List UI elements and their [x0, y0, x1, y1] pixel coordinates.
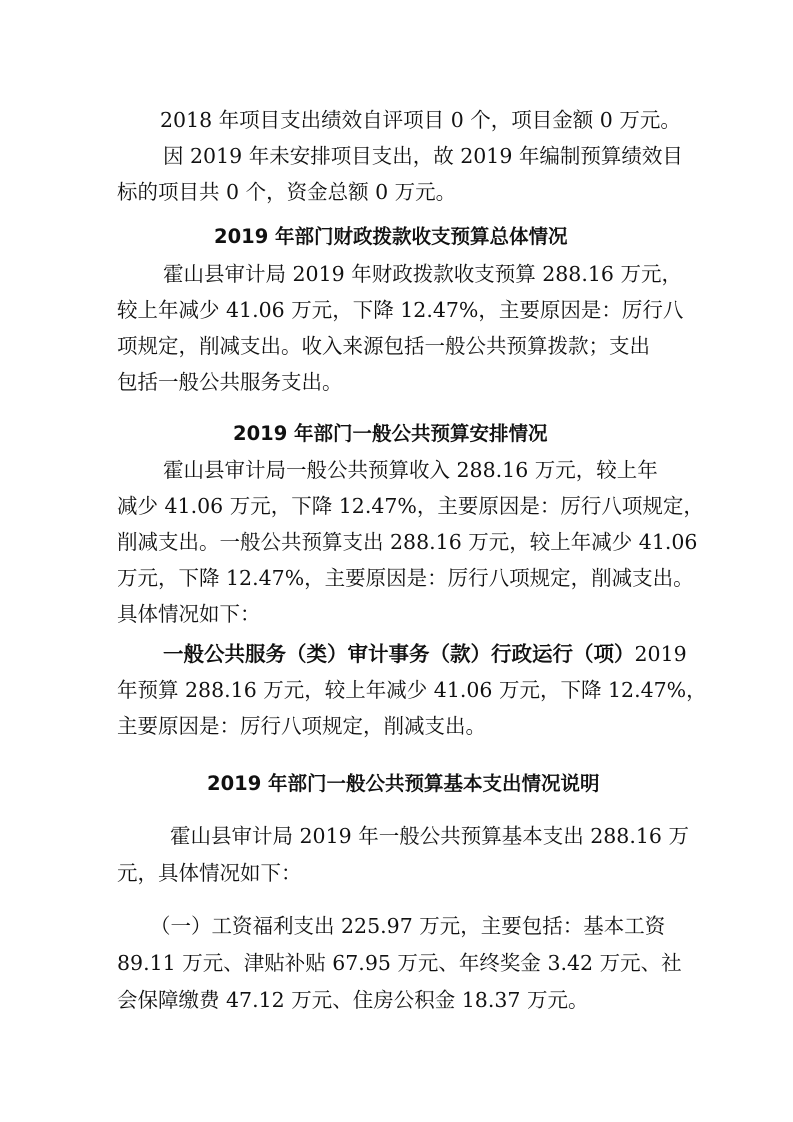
paragraph-line: 具体情况如下：: [117, 602, 261, 626]
section-heading: 2019 年部门财政拨款收支预算总体情况: [214, 225, 568, 248]
paragraph-line: [163, 640, 687, 668]
paragraph-line: 霍山县审计局一般公共预算收入 288.16 万元，较上年: [163, 458, 658, 482]
paragraph-line: 2018 年项目支出绩效自评项目 0 个，项目金额 0 万元。: [160, 108, 681, 132]
paragraph-line: 项规定，削减支出。收入来源包括一般公共预算拨款；支出: [117, 334, 650, 358]
paragraph-line: 削减支出。一般公共预算支出 288.16 万元，较上年减少 41.06: [117, 530, 698, 554]
lead-rest: 2019: [634, 642, 687, 666]
paragraph-line: 较上年减少 41.06 万元，下降 12.47%，主要原因是：厉行八: [117, 298, 684, 322]
bold-lead: 一般公共服务（类）审计事务（款）行政运行（项）: [163, 642, 635, 666]
paragraph-line: 万元，下降 12.47%，主要原因是：厉行八项规定，削减支出。: [117, 566, 694, 590]
paragraph-line: （一）工资福利支出 225.97 万元，主要包括：基本工资: [150, 914, 666, 938]
paragraph-line: 标的项目共 0 个，资金总额 0 万元。: [117, 180, 457, 204]
paragraph-line: 会保障缴费 47.12 万元、住房公积金 18.37 万元。: [117, 988, 589, 1012]
paragraph-line: 因 2019 年未安排项目支出，故 2019 年编制预算绩效目: [163, 144, 683, 168]
paragraph-line: 年预算 288.16 万元，较上年减少 41.06 万元，下降 12.47%，: [117, 678, 707, 702]
paragraph-line: 89.11 万元、津贴补贴 67.95 万元、年终奖金 3.42 万元、社: [117, 951, 682, 975]
section-heading: 2019 年部门一般公共预算基本支出情况说明: [207, 772, 600, 795]
paragraph-line: 减少 41.06 万元，下降 12.47%，主要原因是：厉行八项规定，: [117, 494, 704, 518]
paragraph-line: 元，具体情况如下：: [117, 861, 302, 885]
paragraph-line: 主要原因是：厉行八项规定，削减支出。: [117, 714, 486, 738]
paragraph-line: 包括一般公共服务支出。: [117, 370, 343, 394]
paragraph-line: 霍山县审计局 2019 年财政拨款收支预算 288.16 万元，: [163, 262, 682, 286]
section-heading: 2019 年部门一般公共预算安排情况: [233, 422, 548, 445]
paragraph-line: 霍山县审计局 2019 年一般公共预算基本支出 288.16 万: [170, 824, 689, 848]
